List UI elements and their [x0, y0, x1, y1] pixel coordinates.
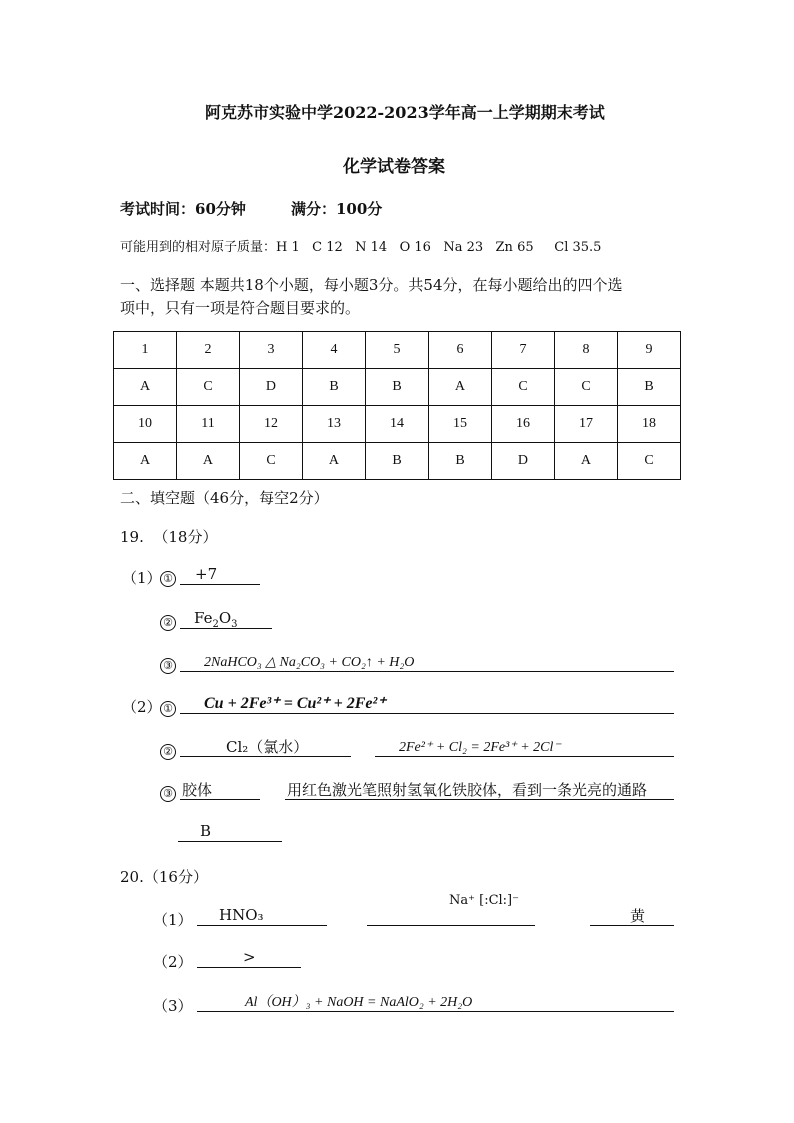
table-cell: C: [177, 369, 240, 406]
table-cell: 3: [239, 332, 302, 369]
table-row: [114, 332, 681, 369]
table-cell: A: [302, 443, 365, 480]
q19-1-2-answer: $Fe_2O_3$: [194, 609, 238, 630]
table-cell: 14: [365, 406, 428, 443]
table-cell: 1: [114, 332, 177, 369]
q20-part2-label: （2）: [153, 953, 193, 971]
q20-1-answer-a: HNO₃: [219, 906, 264, 924]
answer-blank: [197, 991, 674, 1012]
q19-2-1-answer: Cu + 2Fe³⁺ = Cu²⁺ + 2Fe²⁺: [204, 695, 386, 712]
table-cell: C: [491, 369, 554, 406]
q19-2-4-answer: B: [200, 822, 212, 840]
table-cell: C: [617, 443, 680, 480]
q20-label: 20.（16分）: [120, 868, 208, 886]
document-subtitle: 化学试卷答案: [343, 157, 445, 177]
table-cell: A: [114, 369, 177, 406]
full-score: 满分：100分: [291, 200, 383, 218]
answer-blank: [180, 651, 674, 672]
table-cell: B: [428, 443, 491, 480]
circled-number-1: ①: [160, 571, 176, 587]
table-cell: 10: [114, 406, 177, 443]
q19-label: 19. （18分）: [120, 528, 218, 546]
answer-blank: [180, 736, 351, 757]
table-row: [114, 443, 681, 480]
table-cell: A: [177, 443, 240, 480]
answer-blank: [367, 893, 535, 926]
table-cell: 6: [428, 332, 491, 369]
q20-1-answer-b: Na⁺ [:Cl:]⁻: [449, 893, 519, 908]
answer-blank: [180, 693, 674, 714]
table-cell: C: [239, 443, 302, 480]
document-title: 阿克苏市实验中学2022-2023学年高一上学期期末考试: [205, 103, 605, 122]
table-cell: B: [617, 369, 680, 406]
table-cell: 2: [177, 332, 240, 369]
section1-instruction-line2: 项中，只有一项是符合题目要求的。: [120, 299, 361, 317]
answer-blank: [180, 564, 260, 585]
table-cell: B: [365, 443, 428, 480]
table-cell: 9: [617, 332, 680, 369]
q19-1-1-answer: +7: [195, 565, 218, 583]
q20-2-answer: >: [243, 948, 256, 966]
table-cell: 16: [491, 406, 554, 443]
table-cell: 15: [428, 406, 491, 443]
answer-blank: [375, 736, 674, 757]
atomic-masses: 可能用到的相对原子质量：H 1 C 12 N 14 O 16 Na 23 Zn 65 Cl 35.5: [120, 240, 602, 255]
q19-part1-label: （1）: [122, 569, 162, 587]
answer-blank: [180, 779, 260, 800]
q19-2-3-answer-b: 用红色激光笔照射氢氧化铁胶体，看到一条光亮的通路: [287, 781, 648, 799]
circled-number-2: ②: [160, 744, 176, 760]
table-cell: A: [428, 369, 491, 406]
table-cell: B: [365, 369, 428, 406]
q19-2-3-answer-a: 胶体: [182, 781, 213, 799]
table-cell: 12: [239, 406, 302, 443]
q20-3-answer: Al（OH）₃ + NaOH = NaAlO₂ + 2H₂O: [245, 995, 473, 1010]
table-row: [114, 369, 681, 406]
table-cell: A: [114, 443, 177, 480]
table-cell: 13: [302, 406, 365, 443]
table-cell: 7: [491, 332, 554, 369]
circled-number-1: ①: [160, 701, 176, 717]
section2-heading: 二、填空题（46分，每空2分）: [120, 489, 329, 507]
table-cell: 18: [617, 406, 680, 443]
q19-2-2-answer-a: Cl₂（氯水）: [226, 738, 309, 756]
answer-blank: [197, 905, 327, 926]
circled-number-2: ②: [160, 615, 176, 631]
table-cell: C: [554, 369, 617, 406]
table-cell: D: [239, 369, 302, 406]
answer-blank: [180, 608, 272, 629]
q19-2-2-answer-b: 2Fe²⁺ + Cl₂ = 2Fe³⁺ + 2Cl⁻: [399, 740, 561, 755]
table-cell: 8: [554, 332, 617, 369]
table-row: [114, 406, 681, 443]
section1-instruction-line1: 一、选择题 本题共18个小题，每小题3分。共54分，在每小题给出的四个选: [120, 276, 623, 294]
table-cell: 17: [554, 406, 617, 443]
table-cell: D: [491, 443, 554, 480]
q19-1-3-answer: 2NaHCO₃ △ Na₂CO₃ + CO₂↑ + H₂O: [204, 655, 415, 670]
answer-blank: [285, 779, 674, 800]
table-cell: 11: [177, 406, 240, 443]
q20-part1-label: （1）: [153, 911, 193, 929]
table-cell: B: [302, 369, 365, 406]
circled-number-3: ③: [160, 658, 176, 674]
table-cell: A: [554, 443, 617, 480]
exam-time: 考试时间：60分钟: [120, 200, 246, 218]
q20-1-answer-c: 黄: [630, 907, 646, 925]
answer-table: [113, 331, 681, 480]
answer-blank: [590, 905, 674, 926]
q19-part2-label: （2）: [122, 698, 162, 716]
answer-blank: [197, 947, 301, 968]
answer-blank: [178, 821, 282, 842]
circled-number-3: ③: [160, 786, 176, 802]
table-cell: 4: [302, 332, 365, 369]
table-cell: 5: [365, 332, 428, 369]
q20-part3-label: （3）: [153, 997, 193, 1015]
